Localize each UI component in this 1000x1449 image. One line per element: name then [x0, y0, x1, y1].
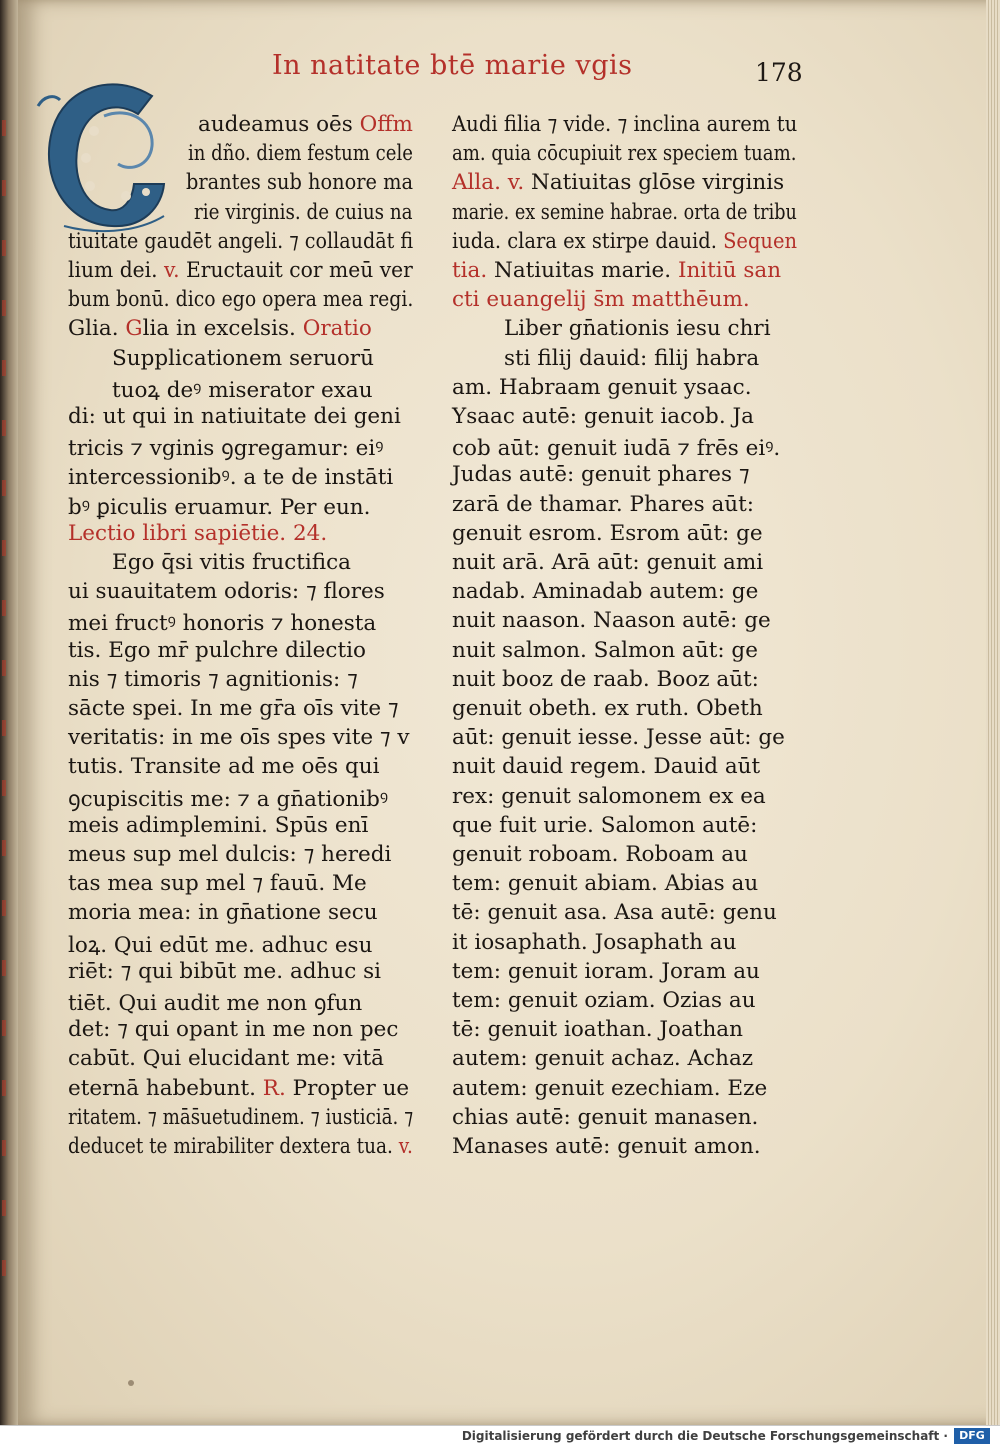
left_column-line: [186, 170, 413, 195]
body-text: tuoꝝ deꝰ miserator exau: [112, 377, 373, 403]
right_column-line: [452, 1134, 761, 1159]
rubric-text: v.: [398, 1134, 413, 1159]
right_column-line: [452, 696, 763, 721]
body-text: rie virginis. de cuius na: [194, 199, 413, 225]
previous-page-rubric-marks: [2, 120, 18, 1320]
left_column-line: [68, 521, 327, 546]
body-text: Liber gn̄ationis iesu chri: [504, 316, 771, 342]
rubric-text: Sequen: [723, 228, 798, 254]
body-text: nuit salmon. Salmon aūt: ge: [452, 637, 758, 663]
body-text: tiēt. Qui audit me non ꝯfun: [68, 991, 363, 1016]
rubric-text: Offm: [359, 112, 413, 137]
body-text: det: ⁊ qui opant in me non pec: [68, 1017, 399, 1043]
body-text: riēt: ⁊ qui bibūt me. adhuc si: [68, 958, 381, 984]
body-text: Propter ue: [285, 1075, 410, 1101]
left_column-line: [68, 988, 362, 1017]
body-text: tutis. Transite ad me oēs qui: [68, 754, 380, 780]
body-text: cob aūt: genuit iudā ⁊ frēs eiꝰ.: [452, 436, 781, 462]
right_column-line: [452, 550, 763, 575]
body-text: rex: genuit salomonem ex ea: [452, 783, 766, 809]
left_column-line: [68, 667, 358, 692]
left_column-line: [68, 287, 413, 312]
left_column-line: [112, 346, 374, 371]
right_column-line: [452, 200, 797, 225]
body-text: deducet te mirabiliter dextera tua.: [68, 1134, 399, 1159]
body-text: autem: genuit ezechiam. Eze: [452, 1075, 768, 1101]
left_column-line: [68, 258, 413, 283]
body-text: genuit esrom. Esrom aūt: ge: [452, 520, 763, 546]
left_column-line: [68, 579, 385, 604]
body-text: marie. ex semine habrae. orta de tribu: [452, 199, 797, 225]
body-text: nuit dauid regem. Dauid aūt: [452, 754, 761, 780]
body-text: tem: genuit ioram. Joram au: [452, 958, 760, 984]
body-text: veritatis: in me oīs spes vite ⁊ v: [68, 725, 410, 751]
digitization-credit: Digitalisierung gefördert durch die Deutsche Forschungsgemeinschaft ·: [461, 1429, 948, 1443]
body-text: nuit naason. Naason autē: ge: [452, 608, 771, 634]
body-text: meis adimplemini. Spūs enī: [68, 812, 369, 838]
left_column-line: [68, 930, 372, 959]
body-text: tē: genuit asa. Asa autē: genu: [452, 900, 777, 926]
left_column-line: [68, 492, 371, 521]
body-text: sācte spei. In me gr̄a oīs vite ⁊: [68, 696, 399, 721]
body-text: ui suauitatem odoris: ⁊ flores: [68, 579, 385, 605]
body-text: tē: genuit ioathan. Joathan: [452, 1017, 743, 1043]
body-text: tas mea sup mel ⁊ fauū. Me: [68, 871, 367, 897]
right_column-line: [452, 959, 760, 984]
right_column-line: [504, 346, 759, 371]
left_column-line: [194, 200, 413, 225]
body-text: sti filij dauid: filij habra: [504, 345, 760, 371]
body-text: aūt: genuit iesse. Jesse aūt: ge: [452, 725, 785, 751]
body-text: am. quia cōcupiuit rex speciem tuam.: [452, 141, 797, 167]
right_column-line: [452, 725, 785, 750]
right_column-line: [452, 667, 759, 692]
left_column-line: [68, 229, 413, 254]
body-text: lium dei.: [68, 258, 165, 283]
right_column-line: [452, 375, 752, 400]
rubric-text: v.: [164, 258, 180, 283]
body-text: Ysaac autē: genuit iacob. Ja: [452, 404, 754, 429]
page-speck: [128, 1380, 134, 1386]
left_column-line: [68, 696, 399, 721]
body-text: Judas autē: genuit phares ⁊: [452, 462, 750, 488]
left_column-line: [68, 1046, 384, 1071]
left_column-line: [68, 1017, 398, 1042]
right_column-line: [452, 170, 784, 195]
right_column-line: [452, 141, 796, 166]
body-text: cabūt. Qui elucidant me: vitā: [68, 1046, 384, 1072]
right_column-line: [452, 579, 758, 604]
body-text: mei fructꝰ honoris ⁊ honesta: [68, 611, 377, 637]
left_column-line: [68, 316, 372, 341]
body-text: bum bonū. dico ego opera mea regi.: [68, 287, 414, 313]
body-text: brantes sub honore ma: [186, 170, 414, 196]
body-text: Eructauit cor meū ver: [179, 258, 413, 283]
body-text: intercessionibꝰ. a te de instāti: [68, 465, 394, 491]
rubric-text: R.: [262, 1075, 286, 1101]
right_column-line: [452, 1017, 743, 1042]
left_column-line: [198, 112, 413, 137]
body-text: moria mea: in gn̄atione secu: [68, 900, 378, 926]
body-text: tem: genuit oziam. Ozias au: [452, 988, 756, 1013]
right_column-line: [452, 842, 748, 867]
body-text: iuda. clara ex stirpe dauid.: [452, 228, 724, 254]
body-text: di: ut qui in natiuitate dei geni: [68, 404, 401, 429]
body-text: autem: genuit achaz. Achaz: [452, 1046, 754, 1072]
left_column-line: [112, 550, 351, 575]
right_column-line: [452, 112, 797, 137]
right_column-line: [452, 871, 758, 896]
left_column-line: [68, 725, 410, 750]
body-text: loꝝ. Qui edūt me. adhuc esu: [68, 932, 373, 958]
right_column-line: [452, 229, 797, 254]
body-text: in dño. diem festum cele: [188, 141, 413, 167]
rubric-text: G: [125, 316, 143, 342]
body-text: audeamus oēs: [198, 112, 360, 137]
left_column-line: [68, 462, 393, 491]
body-text: genuit obeth. ex ruth. Obeth: [452, 696, 763, 721]
body-text: am. Habraam genuit ysaac.: [452, 374, 752, 400]
right_column-line: [452, 900, 777, 925]
right_column-line: [504, 316, 771, 341]
body-text: tem: genuit abiam. Abias au: [452, 871, 759, 897]
body-text: chias autē: genuit manasen.: [452, 1104, 759, 1130]
body-text: Audi filia ⁊ vide. ⁊ inclina aurem tu: [452, 112, 798, 137]
right_column-line: [452, 521, 763, 546]
rubric-text: Lectio libri sapiētie. 24.: [68, 520, 328, 546]
right_column-line: [452, 462, 750, 487]
right_column-line: [452, 1076, 767, 1101]
rubric-text: cti euangelij s̄m matthēum.: [452, 287, 750, 313]
body-text: genuit roboam. Roboam au: [452, 842, 748, 867]
body-text: lia in excelsis.: [142, 316, 303, 342]
right_column-line: [452, 988, 756, 1013]
left_column-line: [68, 433, 383, 462]
left_column-line: [68, 959, 381, 984]
rubric-text: Initiū san: [677, 258, 782, 283]
right_column-line: [452, 404, 754, 429]
body-text: eternā habebunt.: [68, 1075, 263, 1101]
left_column-line: [68, 871, 367, 896]
body-text: ritatem. ⁊ mās̄uetudinem. ⁊ iusticiā. ⁊: [68, 1104, 414, 1130]
body-text: Natiuitas glōse virginis: [524, 170, 785, 196]
left_column-line: [68, 638, 366, 663]
body-text: ꝯcupiscitis me: ⁊ a gn̄ationibꝰ: [68, 786, 389, 812]
left_column-line: [68, 1105, 413, 1130]
right_column-line: [452, 287, 750, 312]
left_column-line: [68, 1134, 413, 1159]
right_column-line: [452, 784, 766, 809]
right_column-line: [452, 1105, 758, 1130]
left_column-line: [68, 1076, 409, 1101]
body-text: nuit arā. Arā aūt: genuit ami: [452, 550, 764, 575]
right_column-line: [452, 258, 781, 283]
left_column-line: [68, 842, 391, 867]
left_column-line: [112, 375, 373, 404]
running-head: In natitate btē marie vgis: [272, 50, 633, 81]
body-text: Natiuitas marie.: [487, 258, 678, 283]
rubric-text: Alla. v.: [452, 170, 525, 196]
rubric-text: Oratio: [302, 316, 372, 342]
body-text: que fuit urie. Salomon autē:: [452, 812, 758, 838]
left_column-line: [68, 813, 368, 838]
body-text: Supplicationem seruorū: [112, 345, 374, 371]
left_column-line: [68, 784, 388, 813]
dfg-logo: DFG: [954, 1428, 990, 1444]
body-text: zarā de thamar. Phares aūt:: [452, 491, 755, 517]
right_column-line: [452, 492, 754, 517]
body-text: Ego q̄si vitis fructifica: [112, 550, 351, 575]
body-text: it iosaphath. Josaphath au: [452, 929, 737, 955]
body-text: tis. Ego mr̄ pulchre dilectio: [68, 637, 366, 663]
right_column-line: [452, 754, 760, 779]
decorated-initial-g: [34, 76, 194, 236]
left_column-line: [68, 900, 378, 925]
rubric-text: tia.: [452, 258, 488, 283]
body-text: nis ⁊ timoris ⁊ agnitionis: ⁊: [68, 666, 358, 692]
body-text: Manases autē: genuit amon.: [452, 1134, 761, 1159]
body-text: tiuitate gaudēt angeli. ⁊ collaudāt fi: [68, 228, 414, 254]
right_column-line: [452, 1046, 753, 1071]
body-text: nadab. Aminadab autem: ge: [452, 579, 759, 605]
left_column-line: [68, 754, 379, 779]
body-text: tricis ⁊ vginis ꝯgregamur: eiꝰ: [68, 436, 384, 462]
right_column-line: [452, 930, 736, 955]
body-text: nuit booz de raab. Booz aūt:: [452, 666, 759, 692]
right_column-line: [452, 638, 758, 663]
right_column-line: [452, 608, 771, 633]
left_column-line: [68, 404, 401, 429]
page-stack-edge: [986, 0, 1000, 1425]
left_column-line: [188, 141, 413, 166]
left_column-line: [68, 608, 376, 637]
body-text: bꝰ ꝑiculis eruamur. Per eun.: [68, 494, 371, 520]
right_column-line: [452, 813, 757, 838]
folio-number: 178: [755, 58, 803, 87]
body-text: Glia.: [68, 316, 126, 342]
body-text: meus sup mel dulcis: ⁊ heredi: [68, 842, 392, 867]
right_column-line: [452, 433, 780, 462]
